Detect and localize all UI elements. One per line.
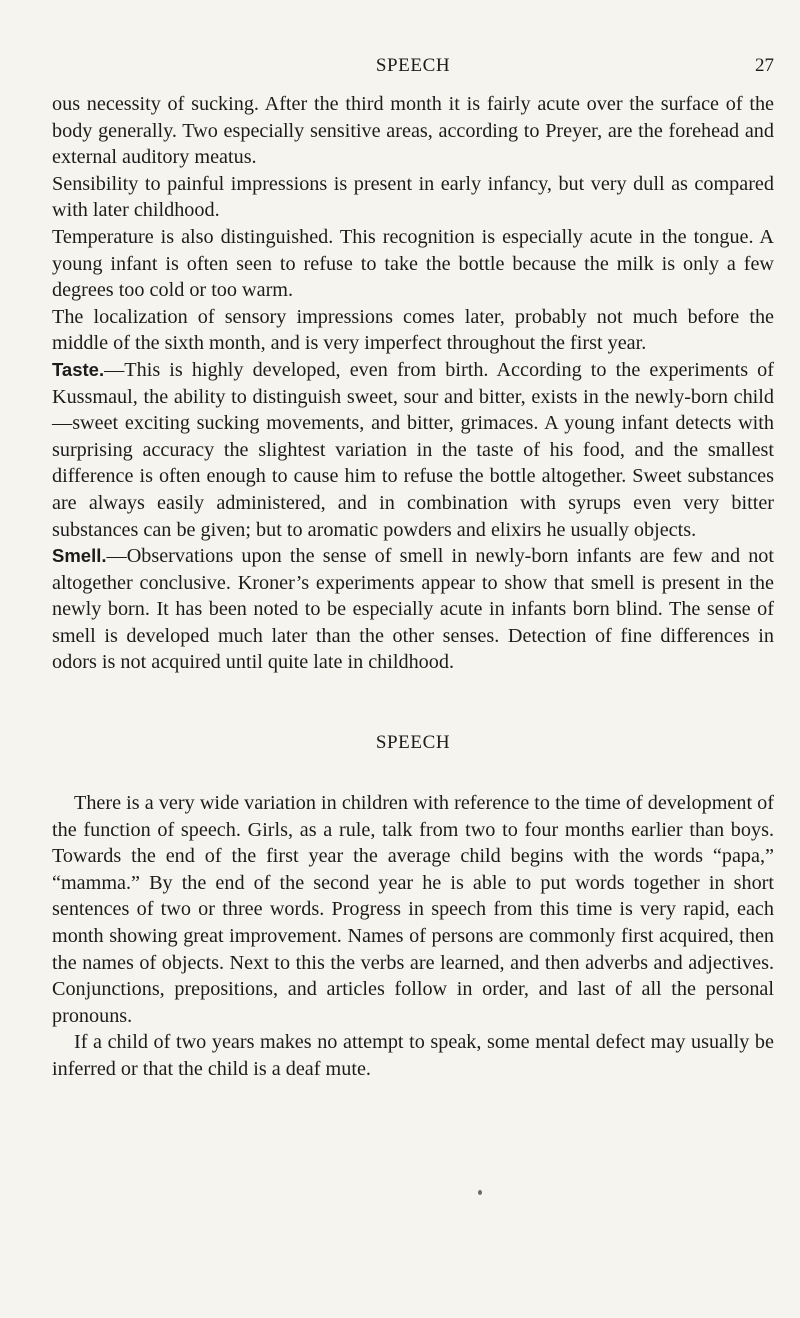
print-speck	[478, 1190, 482, 1195]
taste-text: —This is highly developed, even from birth. According to the experiments of Kussmaul, the ability to distinguish sweet, sour and bitter, exists in the newly-born child—sweet exciting sucking movements, and bitter, grimaces. A young infant detects with surprising accuracy the slightest variation in the taste of his food, and the smallest difference is often enough to cause him to refuse the bottle altogether. Sweet substances are always easily administered, and in combination with syrups even very bitter substances can be given; but to aromatic powders and elixirs he usually objects.	[52, 358, 774, 541]
body-text	[52, 91, 774, 1083]
running-head	[52, 55, 774, 81]
section-heading-speech: SPEECH	[375, 732, 451, 754]
page-number: 27	[755, 55, 774, 76]
taste-runin-heading: Taste.	[52, 358, 105, 380]
paragraph-taste	[52, 357, 774, 543]
paragraph-speech-variation: There is a very wide variation in children with reference to the time of development of the function of speech. Girls, as a rule, talk from two to four months earlier than boys. Towards the end of the first year the average child begins with the words “papa,” “mamma.” By the end of the second year he is able to put words together in short sentences of two or three words. Progress in speech from this time is very rapid, each month showing great improvement. Names of persons are commonly first acquired, then the names of objects. Next to this the verbs are learned, and then adverbs and adjectives. Conjunctions, prepositions, and articles follow in order, and last of all the personal pronouns.	[52, 792, 774, 1027]
paragraph-speech-defect: If a child of two years makes no attempt to speak, some mental defect may usually be inferred or that the child is a deaf mute.	[52, 1031, 774, 1080]
paragraph-smell	[52, 543, 774, 676]
smell-runin-heading: Smell.	[52, 545, 107, 567]
running-title: SPEECH	[375, 55, 451, 76]
paragraph-localization: The localization of sensory impressions comes later, probably not much before the middle of the sixth month, and is very imperfect throughout the first year.	[52, 305, 774, 355]
paragraph-pain: Sensibility to painful impressions is present in early infancy, but very dull as compared with later childhood.	[52, 172, 774, 222]
paragraph-temperature: Temperature is also distinguished. This recognition is especially acute in the tongue. A young infant is often seen to refuse to take the bottle because the milk is only a few degrees too cold or too warm.	[52, 225, 774, 302]
paragraph-sucking: ous necessity of sucking. After the third month it is fairly acute over the surface of the body generally. Two especially sensitive areas, according to Preyer, are the forehead and external auditory meatus.	[52, 93, 774, 169]
smell-text: —Observations upon the sense of smell in newly-born infants are few and not altogether conclusive. Kroner’s experiments appear to show that smell is present in the newly born. It has been noted to be especially acute in infants born blind. The sense of smell is developed much later than the other senses. Detection of fine differences in odors is not acquired until quite late in childhood.	[52, 545, 774, 674]
